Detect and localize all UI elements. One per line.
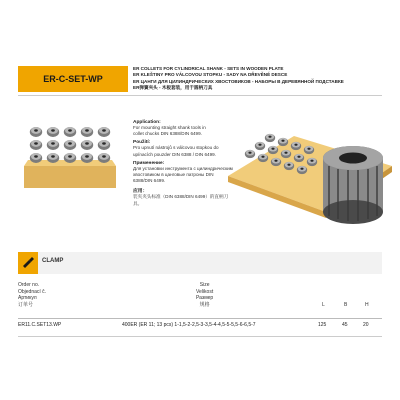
info-bar [18, 252, 382, 274]
collet [278, 138, 288, 146]
collet [64, 140, 76, 150]
application-text-cn-1: 装夹夹头标准（DIN 6388/DIN 6499）的直柄刀具。 [133, 194, 229, 206]
title-ru: ER ЦАНГИ ДЛЯ ЦИЛИНДРИЧЕСКИХ ХВОСТОВИКОВ - НАБОРЫ В ДЕРЕВЯННОЙ ПОДСТАВКЕ [133, 78, 344, 84]
collet [81, 140, 93, 150]
title-cz: ER KLEŠTINY PRO VÁLCOVOU STOPKU - SADY NA DŘEVĚNÉ DESCE [133, 72, 288, 78]
collet [291, 142, 301, 150]
collet [294, 154, 304, 162]
collet [30, 127, 42, 137]
application-heading-cn: 应用： [133, 189, 148, 195]
cell-order: ER11.C.SET13.WP [18, 322, 62, 328]
collet [30, 140, 42, 150]
application-heading-en: Application: [133, 120, 161, 125]
header-order [18, 282, 46, 308]
collet [47, 153, 59, 163]
collet [281, 150, 291, 158]
cell-b: 45 [342, 322, 348, 328]
collet [30, 153, 42, 163]
application-heading-cz: Použití: [133, 140, 151, 146]
header-order-cn: 订单号 [18, 301, 34, 308]
application-heading-ru: Применение: [133, 160, 165, 166]
collet [307, 158, 317, 166]
collet [98, 140, 110, 150]
header-size [196, 282, 213, 308]
table-header [18, 282, 382, 318]
application-section [133, 117, 233, 207]
wooden-plate-photo [24, 120, 116, 192]
clamp-icon [18, 252, 38, 274]
collet [284, 162, 294, 170]
application-text-en-2: collet chucks DIN 6388/DIN 6499. [133, 131, 202, 137]
cell-size: 400ER (ER 11; 13 pcs) 1-1,5-2-2,5-3-3,5-4-4,5-5-5,5-6-6,5-7 [122, 322, 256, 328]
collet [64, 153, 76, 163]
title-cn: ER弹簧夹头 - 木板套装，用于圆柄刀具 [133, 85, 213, 91]
info-bar-label: CLAMP [42, 258, 64, 264]
header-size-cz: Velikost [196, 288, 214, 295]
header-b: B [344, 302, 348, 308]
application-text-cz-1: Pro upnutí nástrojů s válcovou stopkou do [133, 145, 219, 151]
collet [304, 146, 314, 154]
product-code-badge: ER-C-SET-WP [18, 66, 128, 92]
table-row [18, 322, 382, 332]
table-header-divider [18, 318, 382, 319]
header-l: L [322, 302, 325, 308]
collet-set-photo [228, 118, 394, 228]
collet [268, 146, 278, 154]
header-h: H [365, 302, 369, 308]
header-order-cz: Objednací č. [18, 288, 47, 295]
collet [297, 166, 307, 174]
header-order-ru: Артикул [18, 295, 37, 302]
accent-box [18, 252, 38, 274]
cell-h: 20 [363, 322, 369, 328]
header-order-en: Order no. [18, 282, 40, 288]
collet [265, 134, 275, 142]
application-text-cz-2: upínacích pouzder DIN 6388 / DIN 6499. [133, 151, 216, 157]
header-size-cn: 规格 [199, 301, 210, 308]
collet [81, 153, 93, 163]
collet [98, 153, 110, 163]
application-text-en-1: For mounting straight shank tools in [133, 125, 206, 130]
header-size-en: Size [199, 282, 210, 288]
collet [271, 158, 281, 166]
collet [255, 142, 265, 150]
collet [47, 140, 59, 150]
collet [258, 154, 268, 162]
table-bottom-divider [18, 336, 382, 337]
cell-l: 125 [318, 322, 327, 328]
product-titles [133, 66, 383, 92]
header-size-ru: Размер [196, 295, 214, 302]
collet [81, 127, 93, 137]
collet [98, 127, 110, 137]
header-divider [18, 95, 382, 96]
application-text-ru-1: Для установки инструмента с цилиндрическим [133, 165, 233, 171]
collet [47, 127, 59, 137]
application-text-ru-2: хвостовиком в цанговые патроны DIN 6388/DIN 6499. [133, 172, 214, 184]
collet [245, 150, 255, 158]
title-en: ER COLLETS FOR CYLINDRICAL SHANK - SETS IN WOODEN PLATE [133, 66, 284, 71]
collet [64, 127, 76, 137]
collet-closeup [323, 146, 383, 224]
